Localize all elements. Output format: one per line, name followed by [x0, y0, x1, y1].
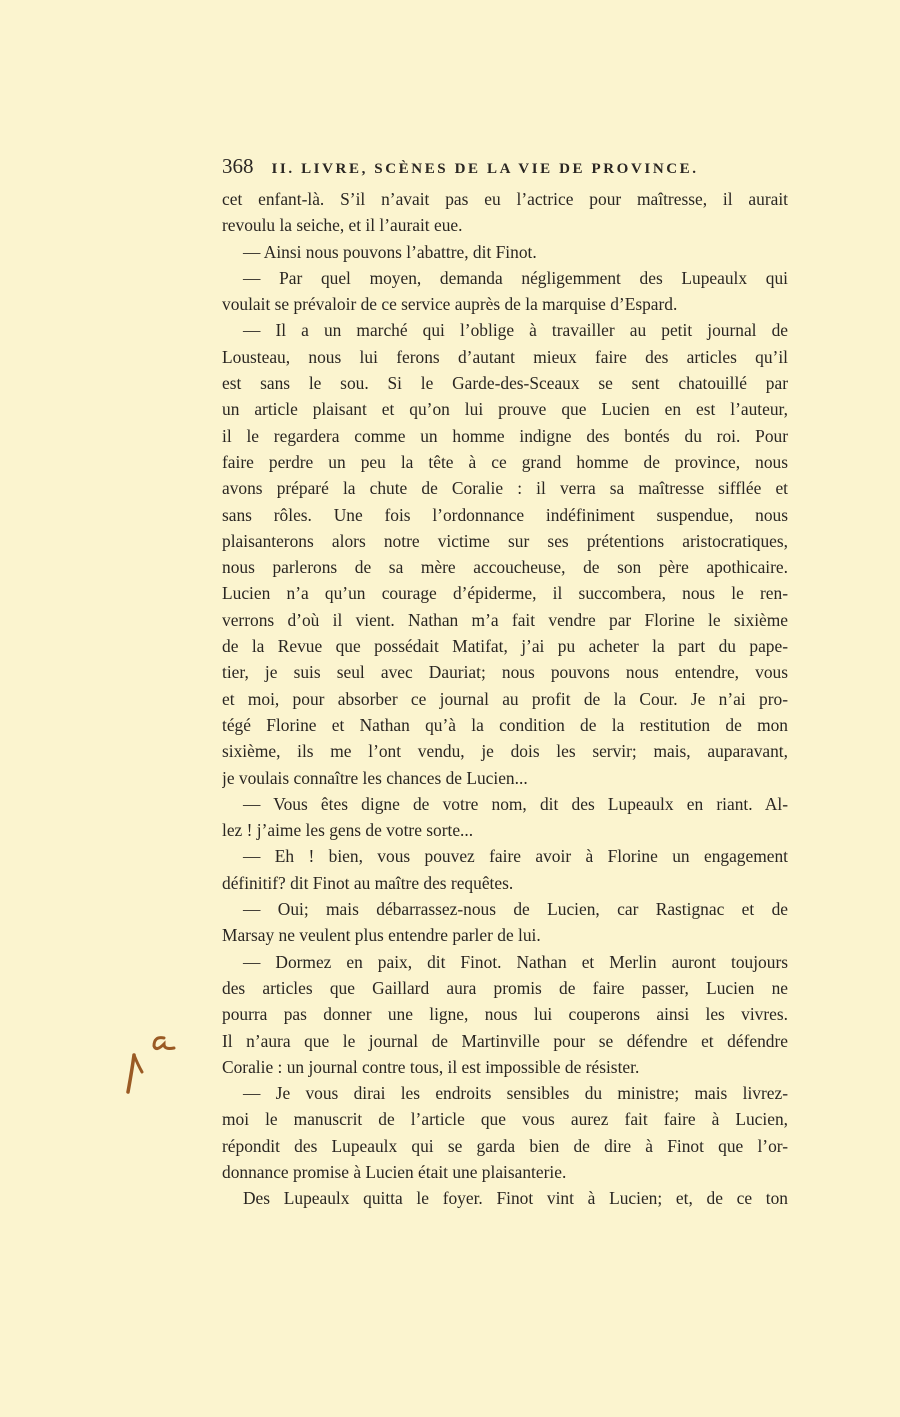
text-line: verrons d’où il vient. Nathan m’a fait vendre par Florine le sixième	[222, 609, 788, 630]
page-body-text	[222, 186, 788, 1212]
text-line: — Dormez en paix, dit Finot. Nathan et Merlin auront toujours	[243, 951, 788, 972]
text-line: tier, je suis seul avec Dauriat; nous pouvons nous entendre, vous	[222, 662, 788, 683]
text-line: Coralie : un journal contre tous, il est impossible de résister.	[222, 1056, 640, 1077]
text-line: je voulais connaître les chances de Lucien...	[222, 767, 528, 788]
text-line: lez ! j’aime les gens de votre sorte...	[222, 820, 474, 841]
text-line: — Ainsi nous pouvons l’abattre, dit Finot.	[243, 241, 537, 262]
text-line: il le regardera comme un homme indigne des bontés du roi. Pour	[222, 425, 788, 446]
text-line: — Eh ! bien, vous pouvez faire avoir à Florine un engagement	[243, 846, 788, 867]
text-line: plaisanterons alors notre victime sur ses prétentions aristocratiques,	[222, 530, 788, 551]
text-line: répondit des Lupeaulx qui se garda bien de dire à Finot que l’or-	[222, 1135, 788, 1156]
text-line: un article plaisant et qu’on lui prouve que Lucien en est l’auteur,	[222, 399, 788, 420]
running-header	[222, 154, 787, 182]
text-line: — Vous êtes digne de votre nom, dit des Lupeaulx en riant. Al-	[243, 793, 788, 814]
text-line: voulait se prévaloir de ce service auprès de la marquise d’Espard.	[222, 294, 678, 315]
text-line: sans rôles. Une fois l’ordonnance indéfiniment suspendue, nous	[222, 504, 788, 525]
text-line: cet enfant-là. S’il n’avait pas eu l’actrice pour maîtresse, il aurait	[222, 189, 788, 209]
page-number: 368	[222, 154, 254, 178]
text-line: et moi, pour absorber ce journal au profit de la Cour. Je n’ai pro-	[222, 688, 788, 709]
text-line: Des Lupeaulx quitta le foyer. Finot vint à Lucien; et, de ce ton	[243, 1188, 788, 1209]
running-head: II. LIVRE, SCÈNES DE LA VIE DE PROVINCE.	[271, 161, 699, 177]
text-line: Lousteau, nous lui ferons d’autant mieux faire des articles qu’il	[222, 346, 788, 367]
text-line: moi le manuscrit de l’article que vous aurez fait faire à Lucien,	[222, 1109, 788, 1130]
text-line: Il n’aura que le journal de Martinville pour se défendre et défendre	[222, 1030, 788, 1051]
text-line: des articles que Gaillard aura promis de faire passer, Lucien ne	[222, 977, 788, 998]
text-line: tégé Florine et Nathan qu’à la condition de la restitution de mon	[222, 714, 788, 735]
text-line: donnance promise à Lucien était une plaisanterie.	[222, 1161, 567, 1182]
text-line: de la Revue que possédait Matifat, j’ai pu acheter la part du pape-	[222, 636, 788, 657]
text-line: est sans le sou. Si le Garde-des-Sceaux se sent chatouillé par	[222, 373, 788, 394]
text-line: — Il a un marché qui l’oblige à travailler au petit journal de	[243, 320, 788, 341]
text-line: — Je vous dirai les endroits sensibles du ministre; mais livrez-	[243, 1083, 788, 1104]
text-line: — Oui; mais débarrassez-nous de Lucien, car Rastignac et de	[243, 899, 788, 920]
text-line: pourra pas donner une ligne, nous lui couperons ainsi les vivres.	[222, 1004, 788, 1025]
text-line: définitif? dit Finot au maître des requêtes.	[222, 872, 514, 893]
text-line: faire perdre un peu la tête à ce grand homme de province, nous	[222, 451, 788, 472]
text-line: Marsay ne veulent plus entendre parler de lui.	[222, 925, 541, 946]
text-line: sixième, ils me l’ont vendu, je dois les servir; mais, auparavant,	[222, 741, 788, 762]
text-line: — Par quel moyen, demanda négligemment des Lupeaulx qui	[243, 267, 788, 288]
text-line: nous parlerons de sa mère accoucheuse, de son père apothicaire.	[222, 557, 788, 578]
text-line: Lucien n’a qu’un courage d’épiderme, il succombera, nous le ren-	[222, 583, 788, 604]
handwritten-margin-note	[120, 1030, 180, 1100]
text-line: revoulu la seiche, et il l’aurait eue.	[222, 215, 463, 236]
text-line: avons préparé la chute de Coralie : il verra sa maîtresse sifflée et	[222, 478, 788, 499]
